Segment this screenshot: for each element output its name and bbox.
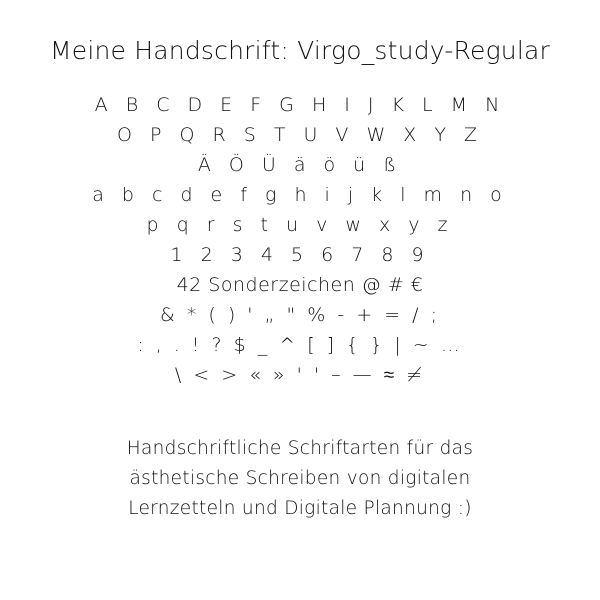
description-line-2: ästhetische Schreiben von digitalen — [129, 468, 471, 489]
symbols-line-1: & * ( ) ' „ " % - + = / ; — [160, 304, 440, 326]
lowercase-line-1: a b c d e f g h i j k l m n o — [92, 184, 508, 206]
glyph-specimen — [0, 90, 600, 390]
description-line-1: Handschriftliche Schriftarten für das — [126, 438, 474, 459]
lowercase-line-2: p q r s t u v w x y z — [146, 214, 454, 236]
uppercase-line-1: A B C D E F G H I J K L M N — [94, 94, 506, 116]
symbols-line-3: \ < > « » ' ' – — ≈ ≠ — [174, 364, 426, 386]
special-characters-heading: 42 Sonderzeichen @ # € — [176, 274, 424, 296]
page-title: Meine Handschrift: Virgo_study-Regular — [50, 36, 550, 65]
digits-line: 1 2 3 4 5 6 7 8 9 — [170, 244, 430, 266]
umlaut-line: Ä Ö Ü ä ö ü ß — [197, 154, 403, 176]
uppercase-line-2: O P Q R S T U V W X Y Z — [117, 124, 483, 146]
description-line-3: Lernzetteln und Digitale Plannung :) — [128, 498, 472, 519]
font-description — [0, 434, 600, 524]
symbols-line-2: : , . ! ? $ _ ^ [ ] { } | ~ … — [137, 334, 463, 356]
